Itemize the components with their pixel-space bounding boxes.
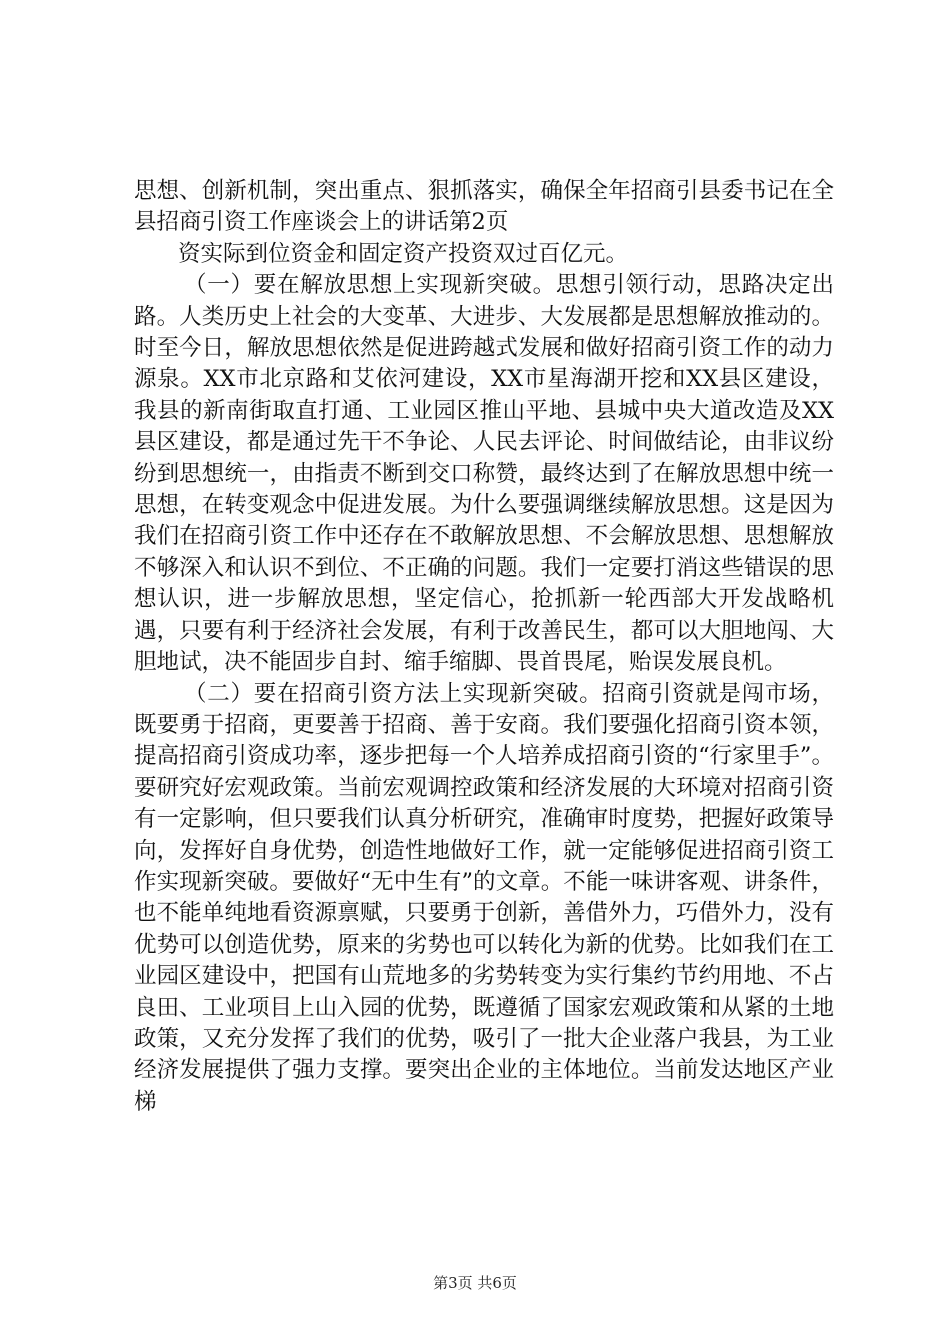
paragraph-continuation: 思想、创新机制，突出重点、狠抓落实，确保全年招商引县委书记在全县招商引资工作座谈会上的讲话第2页 (134, 178, 834, 236)
paragraph-section-one: （一）要在解放思想上实现新突破。思想引领行动，思路决定出路。人类历史上社会的大变革、大进步、大发展都是思想解放推动的。时至今日，解放思想依然是促进跨越式发展和做好招商引资工作的动力源泉。XX市北京路和艾依河建设，XX市星海湖开挖和XX县区建设，我县的新南街取直打通、工业园区推山平地、县城中央大道改造及XX县区建设，都是通过先干不争论、人民去评论、时间做结论，由非议纷纷到思想统一，由指责不断到交口称赞，最终达到了在解放思想中统一思想，在转变观念中促进发展。为什么要强调继续解放思想。这是因为我们在招商引资工作中还存在不敢解放思想、不会解放思想、思想解放不够深入和认识不到位、不正确的问题。我们一定要打消这些错误的思想认识，进一步解放思想，坚定信心，抢抓新一轮西部大开发战略机遇，只要有利于经济社会发展，有利于改善民生，都可以大胆地闯、大胆地试，决不能固步自封、缩手缩脚、畏首畏尾，贻误发展良机。 (134, 272, 834, 676)
document-body (134, 176, 834, 1118)
paragraph-sentence-end: 资实际到位资金和固定资产投资双过百亿元。 (178, 240, 629, 267)
paragraph-section-two: （二）要在招商引资方法上实现新突破。招商引资就是闯市场，既要勇于招商，更要善于招商、善于安商。我们要强化招商引资本领，提高招商引资成功率，逐步把每一个人培养成招商引资的“行家里手”。要研究好宏观政策。当前宏观调控政策和经济发展的大环境对招商引资有一定影响，但只要我们认真分析研究，准确审时度势，把握好政策导向，发挥好自身优势，创造性地做好工作，就一定能够促进招商引资工作实现新突破。要做好“无中生有”的文章。不能一味讲客观、讲条件，也不能单纯地看资源禀赋，只要勇于创新，善借外力，巧借外力，没有优势可以创造优势，原来的劣势也可以转化为新的优势。比如我们在工业园区建设中，把国有山荒地多的劣势转变为实行集约节约用地、不占良田、工业项目上山入园的优势，既遵循了国家宏观政策和从紧的土地政策，又充分发挥了我们的优势，吸引了一批大企业落户我县，为工业经济发展提供了强力支撑。要突出企业的主体地位。当前发达地区产业梯 (134, 680, 834, 1115)
page-number-footer: 第3页 共6页 (433, 1274, 517, 1292)
